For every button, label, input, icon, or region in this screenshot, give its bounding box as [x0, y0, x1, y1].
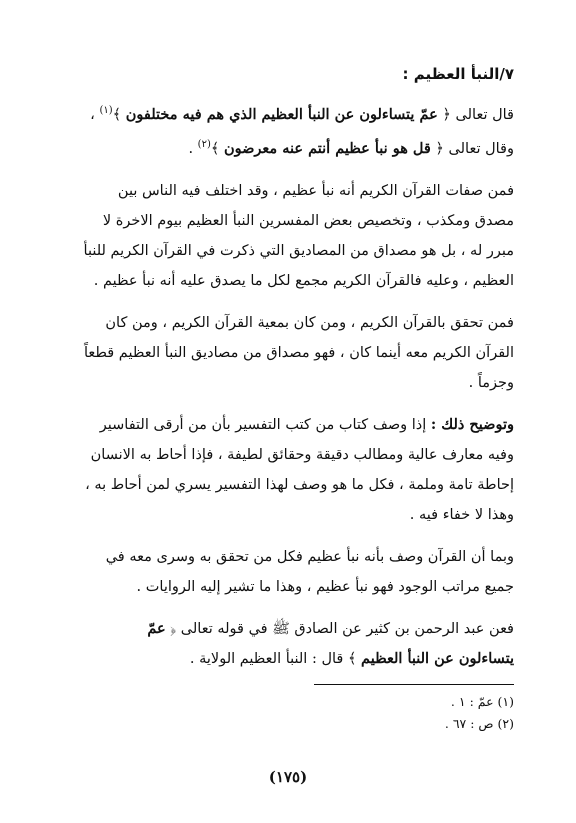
footnotes: [314, 684, 514, 735]
text-line: العظيم ، وعليه فالقرآن الكريم مجمع لكل ما يصدق عليه أنه نبأ عظيم .: [93, 272, 514, 289]
clarification-lead: وتوضيح ذلك :: [430, 415, 514, 433]
footnote-divider: [314, 684, 514, 685]
text-line: يتساءلون عن النبأ العظيم ﴾ قال : النبأ العظيم الولاية .: [189, 649, 514, 667]
text-line: فمن صفات القرآن الكريم أنه نبأ عظيم ، وقد اختلف فيه الناس بين: [117, 182, 514, 199]
footnote-ref-1[interactable]: (١): [99, 105, 113, 116]
text-line: وتوضيح ذلك : إذا وصف كتاب من كتب التفسير بأن من أرقى التفاسير: [99, 415, 514, 433]
text-line: وجزماً .: [468, 374, 514, 391]
quran-quote-1: عمّ يتساءلون عن النبأ العظيم الذي هم فيه مختلفون: [125, 105, 438, 123]
text-line: وهذا لا خفاء فيه .: [409, 506, 514, 523]
text-line: القرآن الكريم معه أينما كان ، فهو مصداق من مصاديق النبأ العظيم قطعاً: [83, 344, 514, 361]
footnote-ref-2[interactable]: (٢): [197, 138, 211, 150]
text-line: وبما أن القرآن وصف بأنه نبأ عظيم فكل من تحقق به وسرى معه في: [105, 548, 514, 565]
text-line: وفيه معارف عالية ومطالب دقيقة وحقائق لطيفة ، فإذا أحاط به الانسان: [90, 446, 514, 463]
paragraph-verses: [54, 96, 514, 164]
text-line: مبرر له ، بل هو مصداق من المصاديق التي ذكرت في القرآن الكريم للنبأ: [83, 242, 514, 259]
text-line: إحاطة تامة وملمة ، فكل ما هو وصف لهذا التفسير يسري لمن أحاط به ،: [85, 476, 514, 493]
quran-quote-3a: عمّ: [147, 619, 166, 637]
paragraph-conclusion: [54, 542, 514, 602]
verse-line-2: وقال تعالى ﴿ قل هو نبأ عظيم أنتم عنه معرضون ﴾$^{(٢)}$ .: [188, 138, 514, 157]
quran-quote-3b: يتساءلون عن النبأ العظيم: [361, 649, 514, 667]
section-heading: ٧/النبأ العظيم :: [402, 65, 514, 83]
paragraph-realization: [54, 308, 514, 398]
text-line: فمن تحقق بالقرآن الكريم ، ومن كان بمعية القرآن الكريم ، ومن كان: [105, 314, 514, 331]
text-line: فعن عبد الرحمن بن كثير عن الصادق ﷺ في قوله تعالى ﴿ عمّ: [147, 619, 514, 637]
paragraph-narration: [54, 614, 514, 674]
page-number: (١٧٥): [268, 768, 308, 786]
text-line: مصدق ومكذب ، وتخصيص بعض المفسرين النبأ العظيم بيوم الاخرة لا: [102, 212, 514, 229]
footnote-2: (٢) ص : ٦٧ .: [444, 716, 514, 731]
quran-quote-2: قل هو نبأ عظيم أنتم عنه معرضون: [223, 139, 431, 157]
paragraph-clarification: [54, 410, 514, 530]
verse-line-1: قال تعالى ﴿ عمّ يتساءلون عن النبأ العظيم الذي هم فيه مختلفون ﴾$^{(١)}$ ،: [90, 105, 514, 123]
text-line: جميع مراتب الوجود فهو نبأ عظيم ، وهذا ما تشير إليه الروايات .: [136, 578, 514, 595]
footnote-1: (١) عمّ : ١ .: [450, 694, 514, 709]
paragraph-attributes: [54, 176, 514, 296]
